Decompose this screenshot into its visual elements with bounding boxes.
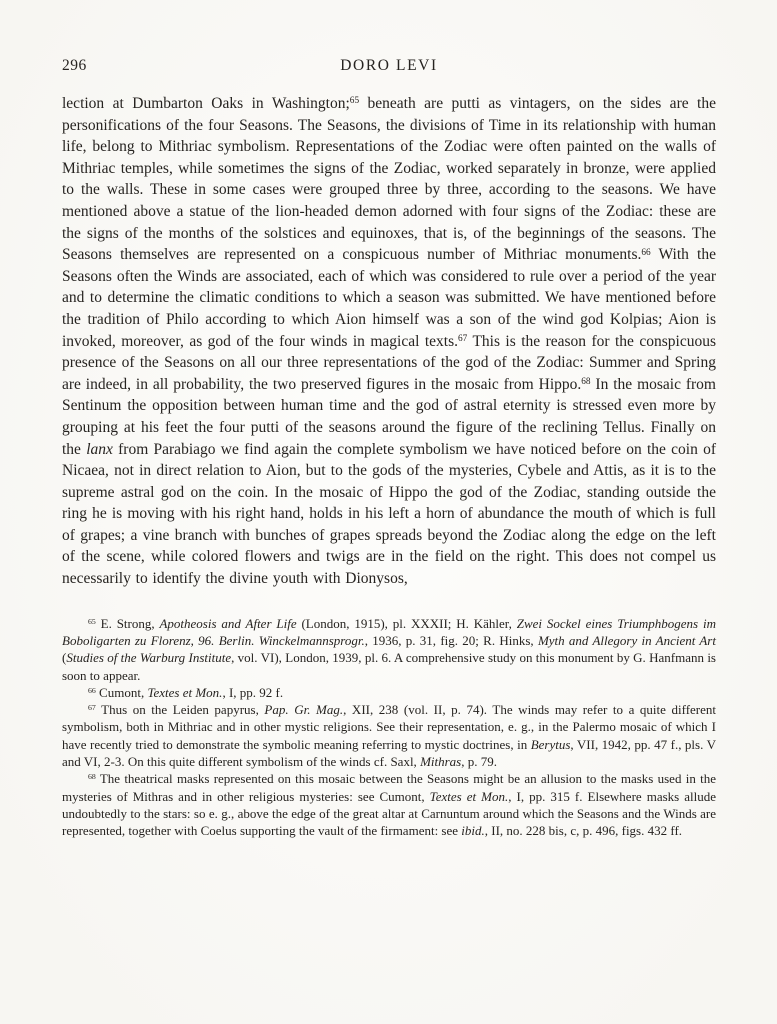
text-run: from Parabiago we find again the complete symbolism we have noticed before on the coin of Nicaea, not in direct relation to Aion, but to the gods of the mysteries, Cybele and Attis, as it is to the supreme astral god on the coin. In the mosaic of Hippo the god of the Zodiac, standing outside the ring he is moving with his right hand, holds in his left a horn of abundance the mouth of which is full of grapes; a vine branch with bunches of grapes spreads beyond the Zodiac along the edge on the left of the scene, while colored flowers and twigs are in the field on the right. This does not compel us necessarily to identify the divine youth with Dionysos,	[62, 440, 717, 588]
footnote-reference: 65	[88, 616, 96, 626]
text-run: In the mosaic from Sentinum the opposition between human time and the god of astral eternity is stressed even more by grouping at his feet the four putti of the seasons around the figure of the reclining Tellus. Finally on the	[62, 375, 716, 458]
text-run: , VII, 1942, pp. 47 f., pls. V and VI, 2-3. On this quite different symbolism of the winds cf. Saxl,	[62, 736, 716, 770]
text-run: beneath are putti as vintagers, on the sides are the personifications of the four Seasons. The Seasons, the divisions of Time in its relationship with human life, belong to Mithriac symbolism. Representations of the Zodiac were often painted on the walls of Mithriac temples, while sometimes the signs of the Zodiac, worked separately in bronze, were applied to the walls. These in some cases were grouped three by three, according to the seasons. We have mentioned above a statue of the lion-headed demon adorned with four signs of the Zodiac: these are the signs of the months of the solstices and equinoxes, that is, of the beginnings of the seasons. The Seasons themselves are represented on a conspicuous number of Mithriac monuments.	[62, 95, 716, 264]
text-run: , XII, 238 (vol. II, p. 74). The winds may refer to a quite different symbolism, both in Mithriac and in other mystic religions. See their representation, e. g., in the Palermo mosaic of which I have recently tried to demonstrate the symbolic meaning referring to mystic doctrines, in	[62, 702, 717, 752]
footnote-reference: 68	[581, 377, 591, 388]
footnotes-section	[62, 615, 716, 840]
footnote-reference: 66	[88, 685, 96, 695]
footnote-reference: 68	[88, 772, 96, 782]
text-run: , II, no. 228 bis, c, p. 496, figs. 432 ff.	[484, 823, 683, 839]
italic-text: Myth and Allegory in Ancient Art	[537, 632, 716, 648]
footnote-reference: 67	[457, 333, 468, 344]
footnote-67	[62, 701, 716, 770]
italic-text: ibid.	[461, 823, 485, 839]
body-paragraph	[62, 93, 716, 590]
footnote-66	[62, 684, 716, 701]
running-title: DORO LEVI	[340, 57, 438, 74]
text-run: , I, pp. 315 f. Elsewhere masks allude undoubtedly to the stars: so e. g., above the edge of the great altar at Carnuntum around which the Seasons and the Winds are represented, together with Coelus supporting the vault of the firmament: see	[62, 788, 716, 839]
italic-text: Textes et Mon.	[429, 788, 509, 804]
running-head	[62, 57, 716, 78]
footnote-reference: 66	[641, 247, 651, 258]
text-run: Thus on the Leiden papyrus,	[95, 702, 265, 718]
italic-text: Pap. Gr. Mag.	[264, 702, 344, 718]
text-run: , I, pp. 92 f.	[222, 684, 284, 700]
text-run: This is the reason for the conspicuous presence of the Seasons on all our three representations of the god of the Zodiac: Summer and Spring are indeed, in all probability, the two preserved figures in the mosaic from Hippo.	[62, 332, 716, 393]
italic-text: Studies of the Warburg Institute	[66, 650, 232, 666]
italic-text: Textes et Mon.	[147, 684, 223, 700]
text-run: , p. 79.	[461, 754, 497, 770]
text-run: (	[62, 650, 67, 666]
text-run: Cumont,	[95, 684, 148, 700]
page-number: 296	[62, 57, 87, 74]
footnote-68	[62, 770, 716, 839]
text-run: E. Strong,	[95, 615, 160, 631]
italic-text: lanx	[86, 440, 113, 458]
italic-text: Apotheosis and After Life	[159, 615, 297, 631]
text-run: The theatrical masks represented on this mosaic between the Seasons might be an allusion to the masks used in the mysteries of Mithras and in other religious mysteries: see Cumont,	[62, 771, 716, 804]
page-body	[62, 93, 716, 840]
footnote-reference: 67	[88, 703, 96, 713]
text-run: , 1936, p. 31, fig. 20; R. Hinks,	[364, 632, 538, 648]
footnote-reference: 65	[349, 96, 360, 107]
text-run: With the Seasons often the Winds are associated, each of which was considered to rule over a period of the year and to determine the climatic conditions to which a season was submitted. We have mentioned before the tradition of Philo according to which Aion himself was a son of the wind god Kolpias; Aion is invoked, moreover, as god of the four winds in magical texts.	[62, 246, 716, 350]
italic-text: Mithras	[420, 754, 462, 770]
text-run: (London, 1915), pl. XXXII; H. Kähler,	[296, 615, 517, 631]
footnote-65	[62, 615, 716, 684]
text-run: , vol. VI), London, 1939, pl. 6. A comprehensive study on this monument by G. Hanfmann is soon to appear.	[62, 650, 716, 683]
italic-text: Zwei Sockel eines Triumphbogens im Boboligarten zu Florenz, 96. Berlin. Winckelmannsprogr.	[62, 615, 716, 648]
text-run: lection at Dumbarton Oaks in Washington;	[62, 95, 350, 112]
italic-text: Berytus	[530, 736, 571, 752]
